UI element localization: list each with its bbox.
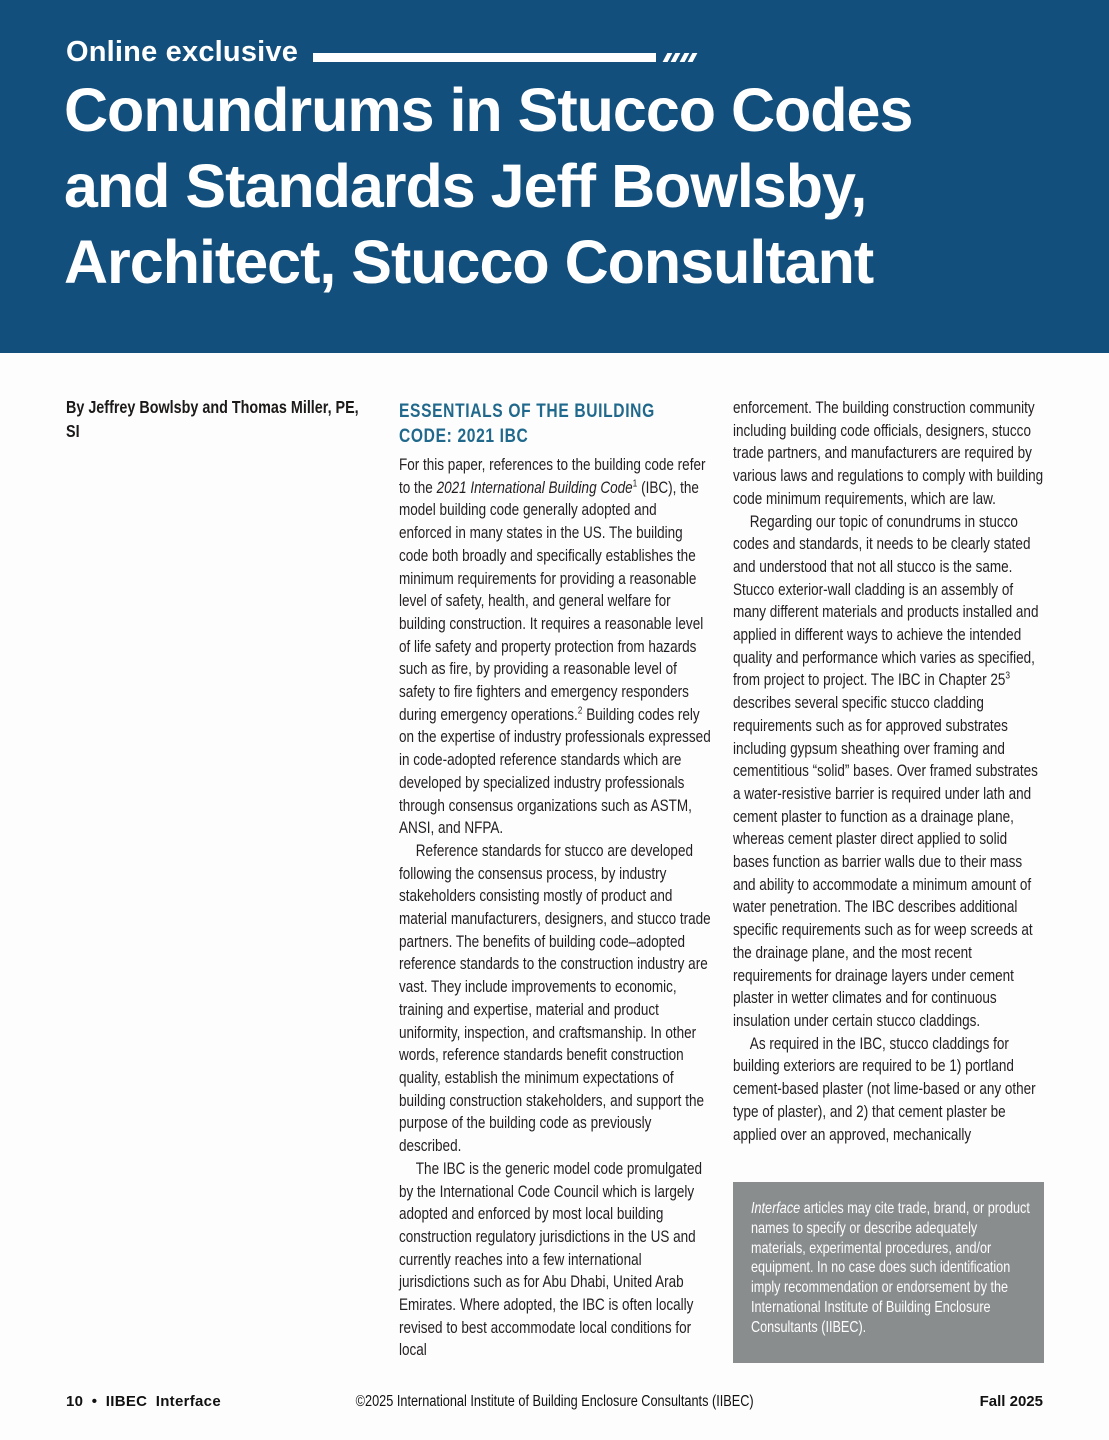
paragraph: As required in the IBC, stucco claddings for building exteriors are required to be 1) portland cement-based plaster (not lime-based or any other type of plaster), and 2) that cement plaster be applied over an approved, mechanically bbox=[733, 1033, 1036, 1144]
paragraph: Reference standards for stucco are developed following the consensus process, by industry stakeholders consisting mostly of product and material manufacturers, designers, and stucco trade partners. The benefits of building code–adopted reference standards to the construction industry are vast. They include improvements to economic, training and expertise, material and product uniformity, inspection, and craftsmanship. In other words, reference standards benefit construction quality, establish the minimum expectations of building construction stakeholders, and support the purpose of the building code as previously described. bbox=[399, 840, 711, 1156]
page-footer bbox=[0, 1393, 1109, 1417]
footer-issue: Fall 2025 bbox=[979, 1393, 1043, 1410]
disclaimer-text: Interface articles may cite trade, brand, or product names to specify or describe adequately materials, experimental procedures, and/or equipment. In no case does such identification imply recommendation or endorsement by the International Institute of Building Enclosure Consultants (IIBEC). bbox=[751, 1200, 1030, 1336]
kicker-hash-icon bbox=[661, 53, 695, 62]
disclaimer-box bbox=[733, 1182, 1044, 1363]
paragraph: The IBC is the generic model code promulgated by the International Code Council which is largely adopted and enforced by most local building construction regulatory jurisdictions in the US and currently reaches into a few international jurisdictions such as for Abu Dhabi, United Arab Emirates. Where adopted, the IBC is often locally revised to best accommodate local conditions for local bbox=[399, 1158, 702, 1360]
kicker-rule bbox=[313, 53, 656, 62]
byline bbox=[66, 396, 396, 443]
paragraph: Regarding our topic of conundrums in stucco codes and standards, it needs to be clearly stated and understood that not all stucco is the same. Stucco exterior-wall cladding is an assembly of many different materials and products installed and applied in different ways to achieve the intended quality and performance which varies as specified, from project to project. The IBC in Chapter $25^3$ describes several specific stucco cladding requirements such as for approved substrates including gypsum sheathing over framing and cementitious “solid” bases. Over framed substrates a water-resistive barrier is required under lath and cement plaster to function as a drainage plane, whereas cement plaster direct applied to solid bases function as barrier walls due to their mass and ability to accommodate a minimum amount of water penetration. The IBC describes additional specific requirements such as for weep screeds at the drainage plane, and the most recent requirements for drainage layers under cement plaster in wetter climates and for continuous insulation under certain stucco claddings. bbox=[733, 511, 1039, 1030]
title-line-3: Architect, Stucco Consultant bbox=[64, 228, 874, 296]
column-right bbox=[733, 397, 1049, 1146]
title-line-2: and Standards Jeff Bowlsby, bbox=[64, 152, 867, 220]
hero-banner bbox=[0, 0, 1109, 353]
kicker-label: Online exclusive bbox=[66, 36, 299, 68]
footer-page-number: 10 • IIBEC Interface bbox=[66, 1393, 221, 1410]
footer-copyright-text: ©2025 International Institute of Building Enclosure Consultants (IIBEC) bbox=[355, 1393, 754, 1410]
byline-text: By Jeffrey Bowlsby and Thomas Miller, PE, SI bbox=[66, 397, 359, 441]
column-middle-text bbox=[399, 454, 712, 1362]
paragraph: For this paper, references to the building code refer to the 2021 International Building Code$^1$ (IBC), the model building code generally adopted and enforced in many states in the US. The building code both broadly and specifically establishes the minimum requirements for providing a reasonable level of safety, health, and general welfare for building construction. It requires a reasonable level of life safety and property protection from hazards such as fire, by providing a reasonable level of safety to fire fighters and emergency responders during emergency operations.$^2$ Building codes rely on the expertise of industry professionals expressed in code-adopted reference standards which are developed by specialized industry professionals through consensus organizations such as ASTM, ANSI, and NFPA. bbox=[399, 455, 711, 838]
section-heading: ESSENTIALS OF THE BUILDING CODE: 2021 IBC bbox=[399, 400, 655, 447]
article-title bbox=[64, 72, 912, 300]
kicker-row bbox=[66, 36, 695, 69]
column-right-text bbox=[733, 397, 1046, 1146]
title-line-1: Conundrums in Stucco Codes bbox=[64, 76, 913, 144]
paragraph: enforcement. The building construction community including building code officials, designers, stucco trade partners, and manufacturers are required by various laws and regulations to comply with building code minimum requirements, which are law. bbox=[733, 398, 1044, 508]
column-middle bbox=[399, 398, 715, 1362]
